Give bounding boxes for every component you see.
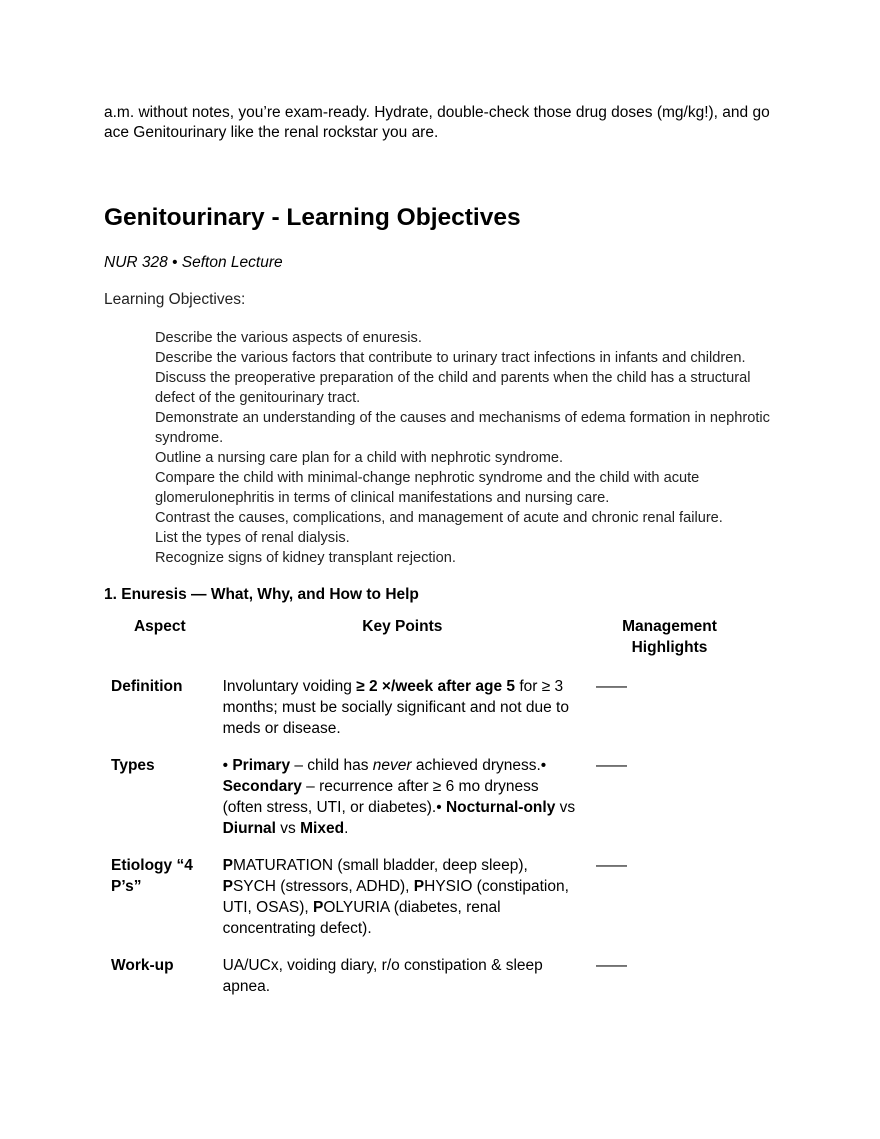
objective-item: Compare the child with minimal-change nephrotic syndrome and the child with acute glomerulonephritis in terms of clinical manifestations and nursing care. (155, 470, 700, 506)
row-aspect-workup: Work-up (111, 957, 174, 974)
row-aspect-types: Types (111, 757, 155, 774)
row-management-types (589, 751, 750, 851)
objectives-heading: Learning Objectives: (104, 291, 246, 308)
row-management-definition (589, 672, 750, 751)
text-run-bold: P (222, 857, 233, 874)
text-run: for ≥ 3 months; must be socially significant and not due to meds or disease. (222, 678, 569, 737)
text-run: . (344, 820, 349, 837)
table-row (104, 851, 750, 951)
text-run: – recurrence after ≥ 6 mo dryness (often stress, UTI, or diabetes).• (222, 778, 539, 816)
placeholder-dash: —— (596, 757, 628, 774)
text-run-bold: Primary (232, 757, 291, 774)
row-aspect-etiology: Etiology “4 P’s” (111, 857, 193, 895)
table-header-row (104, 613, 750, 672)
table-row (104, 751, 750, 851)
text-run-bold: Secondary (222, 778, 302, 795)
enuresis-table (104, 613, 750, 1009)
text-run-bold: ≥ 2 ×/week after age 5 (356, 678, 516, 695)
placeholder-dash: —— (596, 957, 628, 974)
objective-item: Outline a nursing care plan for a child with nephrotic syndrome. (155, 450, 564, 466)
text-run-bold: Nocturnal-only (445, 799, 556, 816)
objective-item: Discuss the preoperative preparation of the child and parents when the child has a structural defect of the genitourinary tract. (155, 370, 751, 406)
row-key-points-definition (216, 672, 589, 751)
text-run: vs (555, 799, 576, 816)
objective-item: Describe the various factors that contribute to urinary tract infections in infants and children. (155, 350, 746, 366)
row-key-points-workup: UA/UCx, voiding diary, r/o constipation & sleep apnea. (222, 957, 543, 995)
objective-item: Recognize signs of kidney transplant rejection. (155, 550, 456, 566)
row-aspect-definition: Definition (111, 678, 183, 695)
table-row (104, 672, 750, 751)
text-run: vs (276, 820, 301, 837)
column-header-aspect: Aspect (133, 618, 186, 635)
page-title: Genitourinary - Learning Objectives (104, 204, 521, 231)
objective-item: Contrast the causes, complications, and management of acute and chronic renal failure. (155, 510, 723, 526)
placeholder-dash: —— (596, 678, 628, 695)
objectives-list (155, 328, 785, 568)
row-management-workup (589, 951, 750, 1009)
objective-item: List the types of renal dialysis. (155, 530, 350, 546)
text-run-italic: never (372, 757, 412, 774)
row-key-points-etiology (216, 851, 589, 951)
intro-paragraph: a.m. without notes, you’re exam-ready. Hydrate, double-check those drug doses (mg/kg!), and go ace Genitourinary like the renal rockstar you are. (104, 104, 770, 141)
text-run: SYCH (stressors, ADHD), (232, 878, 414, 895)
text-run: – child has (290, 757, 373, 774)
column-header-key-points: Key Points (362, 618, 443, 635)
objective-item: Demonstrate an understanding of the causes and mechanisms of edema formation in nephrotic syndrome. (155, 410, 770, 446)
text-run-bold: Mixed (300, 820, 345, 837)
row-key-points-types (216, 751, 589, 851)
objective-item: Describe the various aspects of enuresis. (155, 330, 422, 346)
table-row (104, 951, 750, 1009)
text-run-bold: P (313, 899, 324, 916)
row-management-etiology (589, 851, 750, 951)
column-header-management: Management Highlights (622, 618, 717, 656)
text-run-bold: P (413, 878, 425, 895)
text-run-bold: P (222, 878, 233, 895)
text-run: • (222, 757, 233, 774)
text-run: Involuntary voiding (222, 678, 357, 695)
text-run: achieved dryness.• (411, 757, 547, 774)
section-heading-enuresis: 1. Enuresis — What, Why, and How to Help (104, 586, 419, 603)
text-run: OLYURIA (diabetes, renal concentrating defect). (222, 899, 501, 937)
text-run-bold: Diurnal (222, 820, 276, 837)
placeholder-dash: —— (596, 857, 628, 874)
text-run: MATURATION (small bladder, deep sleep), (232, 857, 528, 874)
course-subtitle: NUR 328 • Sefton Lecture (104, 254, 283, 271)
text-run: HYSIO (constipation, UTI, OSAS), (222, 878, 569, 916)
